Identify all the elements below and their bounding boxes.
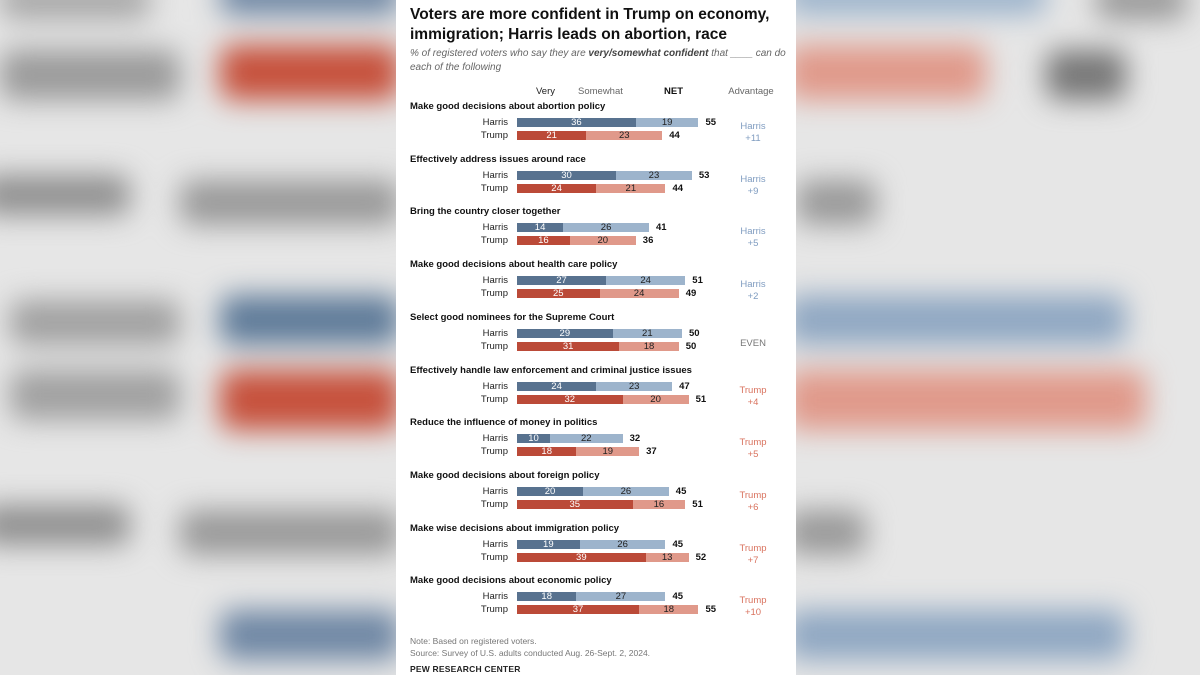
- harris-net-value: 51: [692, 275, 703, 287]
- trump-net-value: 37: [646, 446, 657, 458]
- trump-somewhat-bar: 20: [570, 236, 636, 245]
- trump-very-bar: 18: [517, 447, 576, 456]
- trump-net-value: 44: [672, 182, 684, 194]
- trump-very-bar: 24: [517, 184, 596, 193]
- advantage-value: [726, 490, 780, 514]
- advantage-value: [726, 543, 780, 567]
- harris-very-bar: 19: [517, 540, 580, 549]
- advantage-value: [726, 385, 780, 409]
- advantage-value: [726, 437, 780, 461]
- harris-row-label: Harris: [482, 222, 508, 234]
- advantage-candidate: Trump: [739, 437, 767, 449]
- question-label: Make good decisions about economic policy: [410, 575, 612, 587]
- advantage-margin: +11: [745, 133, 761, 144]
- advantage-margin: +10: [744, 607, 762, 619]
- harris-net-value: 50: [689, 327, 700, 339]
- trump-somewhat-bar: 24: [600, 289, 679, 298]
- trump-very-bar: 37: [517, 605, 639, 614]
- question-label: Effectively address issues around race: [410, 153, 586, 165]
- advantage-margin: +9: [747, 185, 759, 197]
- trump-net-value: 52: [695, 551, 707, 563]
- harris-net-value: 55: [705, 117, 717, 128]
- trump-net-value: 50: [685, 340, 697, 352]
- question-label: Bring the country closer together: [410, 206, 561, 218]
- trump-somewhat-bar: 18: [639, 605, 698, 614]
- advantage-value: [726, 174, 780, 198]
- harris-net-value: 53: [698, 169, 710, 181]
- blurred-backdrop-left: [0, 0, 396, 675]
- advantage-candidate: Trump: [739, 489, 767, 501]
- harris-somewhat-bar: 24: [606, 276, 685, 285]
- advantage-candidate: Harris: [740, 279, 766, 291]
- trump-row-label: Trump: [480, 182, 508, 194]
- trump-very-bar: 21: [517, 131, 586, 140]
- trump-somewhat-bar: 19: [576, 447, 639, 456]
- trump-net-value: 51: [692, 498, 703, 510]
- harris-row-label: Harris: [482, 327, 508, 339]
- harris-very-bar: 36: [517, 118, 636, 127]
- harris-very-bar: 20: [517, 487, 583, 496]
- harris-somewhat-bar: 22: [550, 434, 623, 443]
- trump-net-value: 44: [669, 130, 680, 141]
- trump-row-label: Trump: [480, 604, 508, 616]
- trump-row-label: Trump: [480, 130, 508, 141]
- question-label: Make good decisions about foreign policy: [410, 469, 600, 481]
- trump-very-bar: 35: [517, 500, 633, 509]
- harris-net-value: 41: [656, 222, 667, 234]
- column-header-advantage: Advantage: [728, 86, 774, 97]
- harris-very-bar: 18: [517, 592, 576, 601]
- trump-somewhat-bar: 23: [586, 131, 662, 140]
- harris-somewhat-bar: 27: [576, 592, 665, 601]
- harris-net-value: 45: [672, 591, 684, 603]
- trump-row-label: Trump: [480, 288, 508, 300]
- harris-very-bar: 27: [517, 276, 606, 285]
- question-label: Make good decisions about health care policy: [410, 259, 618, 271]
- question-label: Make wise decisions about immigration policy: [410, 522, 620, 534]
- advantage-candidate: Trump: [739, 542, 767, 554]
- chart-source: Source: Survey of U.S. adults conducted Aug. 26-Sept. 2, 2024.: [410, 648, 651, 658]
- brand-label: PEW RESEARCH CENTER: [410, 664, 521, 674]
- advantage-candidate: Trump: [739, 595, 767, 607]
- trump-net-value: 49: [685, 288, 697, 300]
- harris-somewhat-bar: 26: [583, 487, 669, 496]
- harris-net-value: 45: [672, 538, 684, 550]
- harris-somewhat-bar: 26: [563, 223, 649, 232]
- harris-row-label: Harris: [482, 433, 508, 445]
- advantage-candidate: Harris: [740, 121, 766, 132]
- chart-subtitle: [410, 47, 790, 75]
- harris-row-label: Harris: [482, 591, 508, 603]
- advantage-margin: +4: [747, 396, 759, 408]
- harris-very-bar: 14: [517, 223, 563, 232]
- advantage-margin: +5: [747, 449, 759, 461]
- trump-net-value: 55: [705, 604, 717, 616]
- column-header-very: Very: [536, 86, 556, 97]
- trump-very-bar: 25: [517, 289, 600, 298]
- chart-card: [396, 0, 796, 675]
- harris-row-label: Harris: [482, 485, 508, 497]
- trump-somewhat-bar: 18: [619, 342, 678, 351]
- harris-row-label: Harris: [482, 275, 508, 287]
- harris-row-label: Harris: [482, 117, 508, 128]
- blurred-backdrop-right: [796, 0, 1200, 675]
- subtitle-lead: % of registered voters who say they are: [410, 48, 589, 59]
- advantage-margin: +6: [747, 501, 759, 513]
- harris-net-value: 47: [679, 380, 690, 392]
- harris-row-label: Harris: [482, 380, 508, 392]
- harris-net-value: 32: [629, 433, 641, 445]
- harris-somewhat-bar: 23: [616, 171, 692, 180]
- trump-somewhat-bar: 20: [623, 395, 689, 404]
- advantage-value: [726, 226, 780, 250]
- trump-row-label: Trump: [480, 340, 508, 352]
- trump-somewhat-bar: 21: [596, 184, 665, 193]
- trump-very-bar: 32: [517, 395, 623, 404]
- advantage-value: [726, 121, 780, 145]
- trump-row-label: Trump: [480, 235, 508, 247]
- subtitle-tail: that ____ can do each of the following: [410, 48, 786, 73]
- trump-row-label: Trump: [480, 393, 508, 405]
- advantage-value: [726, 279, 780, 303]
- trump-net-value: 36: [642, 235, 654, 247]
- trump-row-label: Trump: [480, 551, 508, 563]
- trump-very-bar: 16: [517, 236, 570, 245]
- advantage-candidate: Trump: [739, 384, 767, 396]
- trump-somewhat-bar: 16: [633, 500, 686, 509]
- chart-note: Note: Based on registered voters.: [410, 636, 537, 646]
- advantage-value: EVEN: [740, 337, 766, 349]
- harris-somewhat-bar: 26: [580, 540, 666, 549]
- question-label: Effectively handle law enforcement and criminal justice issues: [410, 364, 692, 376]
- harris-somewhat-bar: 19: [636, 118, 699, 127]
- trump-very-bar: 39: [517, 553, 646, 562]
- advantage-margin: +5: [747, 238, 759, 250]
- question-label: Make good decisions about abortion policy: [410, 101, 606, 112]
- trump-net-value: 51: [695, 393, 707, 405]
- subtitle-emphasis: very/somewhat confident: [588, 48, 709, 59]
- column-header-net: NET: [664, 86, 683, 97]
- advantage-candidate: Harris: [740, 226, 766, 238]
- harris-very-bar: 24: [517, 382, 596, 391]
- advantage-margin: +2: [747, 291, 759, 303]
- trump-row-label: Trump: [480, 498, 508, 510]
- trump-somewhat-bar: 13: [646, 553, 689, 562]
- chart-title: Voters are more confident in Trump on economy, immigration; Harris leads on abortion, race: [410, 6, 770, 43]
- column-header-somewhat: Somewhat: [578, 86, 623, 97]
- harris-very-bar: 29: [517, 329, 613, 338]
- advantage-value: [726, 595, 780, 619]
- harris-row-label: Harris: [482, 538, 508, 550]
- trump-very-bar: 31: [517, 342, 619, 351]
- question-label: Select good nominees for the Supreme Court: [410, 311, 615, 323]
- advantage-candidate: Harris: [740, 173, 766, 185]
- harris-very-bar: 30: [517, 171, 616, 180]
- harris-somewhat-bar: 21: [613, 329, 682, 338]
- trump-row-label: Trump: [480, 446, 508, 458]
- harris-row-label: Harris: [482, 169, 508, 181]
- harris-net-value: 45: [675, 485, 687, 497]
- question-label: Reduce the influence of money in politics: [410, 417, 598, 429]
- advantage-margin: +7: [747, 554, 759, 566]
- harris-somewhat-bar: 23: [596, 382, 672, 391]
- harris-very-bar: 10: [517, 434, 550, 443]
